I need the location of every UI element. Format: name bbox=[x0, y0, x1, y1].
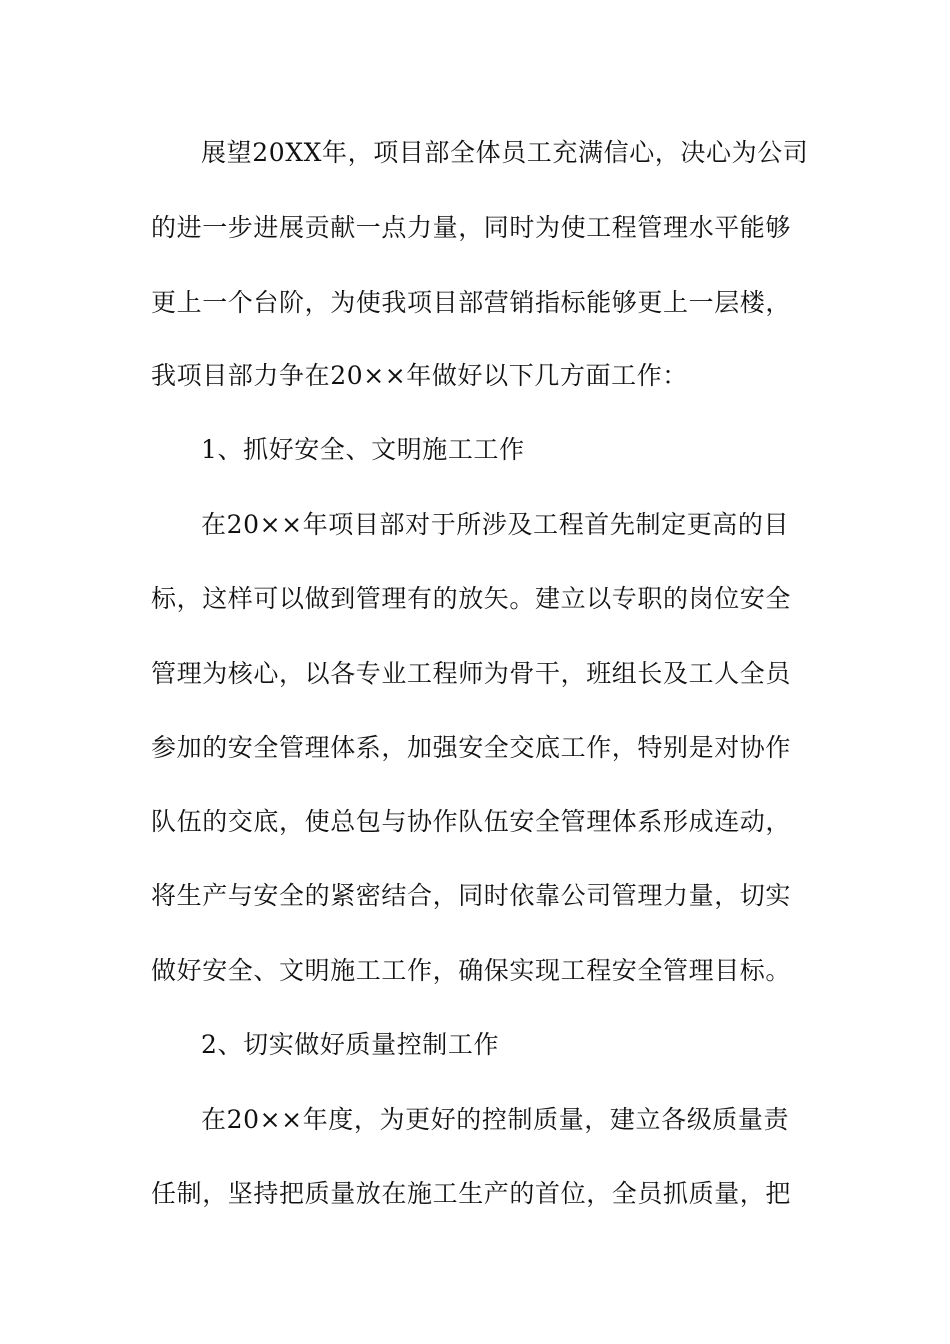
paragraph-1-line-3: 更上一个台阶，为使我项目部营销指标能够更上一层楼， bbox=[151, 288, 792, 317]
paragraph-2-line-2: 标，这样可以做到管理有的放矢。建立以专职的岗位安全 bbox=[151, 584, 792, 613]
paragraph-3-line-2: 任制，坚持把质量放在施工生产的首位，全员抓质量，把 bbox=[151, 1179, 792, 1208]
paragraph-2-line-3: 管理为核心，以各专业工程师为骨干，班组长及工人全员 bbox=[151, 659, 792, 688]
paragraph-1-line-4: 我项目部力争在20××年做好以下几方面工作： bbox=[151, 361, 688, 390]
paragraph-2-line-7: 做好安全、文明施工工作，确保实现工程安全管理目标。 bbox=[151, 956, 792, 985]
paragraph-2-line-5: 队伍的交底，使总包与协作队伍安全管理体系形成连动， bbox=[151, 807, 792, 836]
paragraph-1-line-2: 的进一步进展贡献一点力量，同时为使工程管理水平能够 bbox=[151, 213, 792, 242]
section-heading-2: 2、切实做好质量控制工作 bbox=[201, 1030, 500, 1059]
section-heading-1: 1、抓好安全、文明施工工作 bbox=[201, 435, 525, 464]
paragraph-1-line-1: 展望20XX年，项目部全体员工充满信心，决心为公司 bbox=[201, 138, 809, 167]
paragraph-2-line-1: 在20××年项目部对于所涉及工程首先制定更高的目 bbox=[201, 510, 790, 539]
paragraph-3-line-1: 在20××年度，为更好的控制质量，建立各级质量责 bbox=[201, 1105, 790, 1134]
paragraph-2-line-6: 将生产与安全的紧密结合，同时依靠公司管理力量，切实 bbox=[151, 881, 792, 910]
paragraph-2-line-4: 参加的安全管理体系，加强安全交底工作，特别是对协作 bbox=[151, 733, 792, 762]
